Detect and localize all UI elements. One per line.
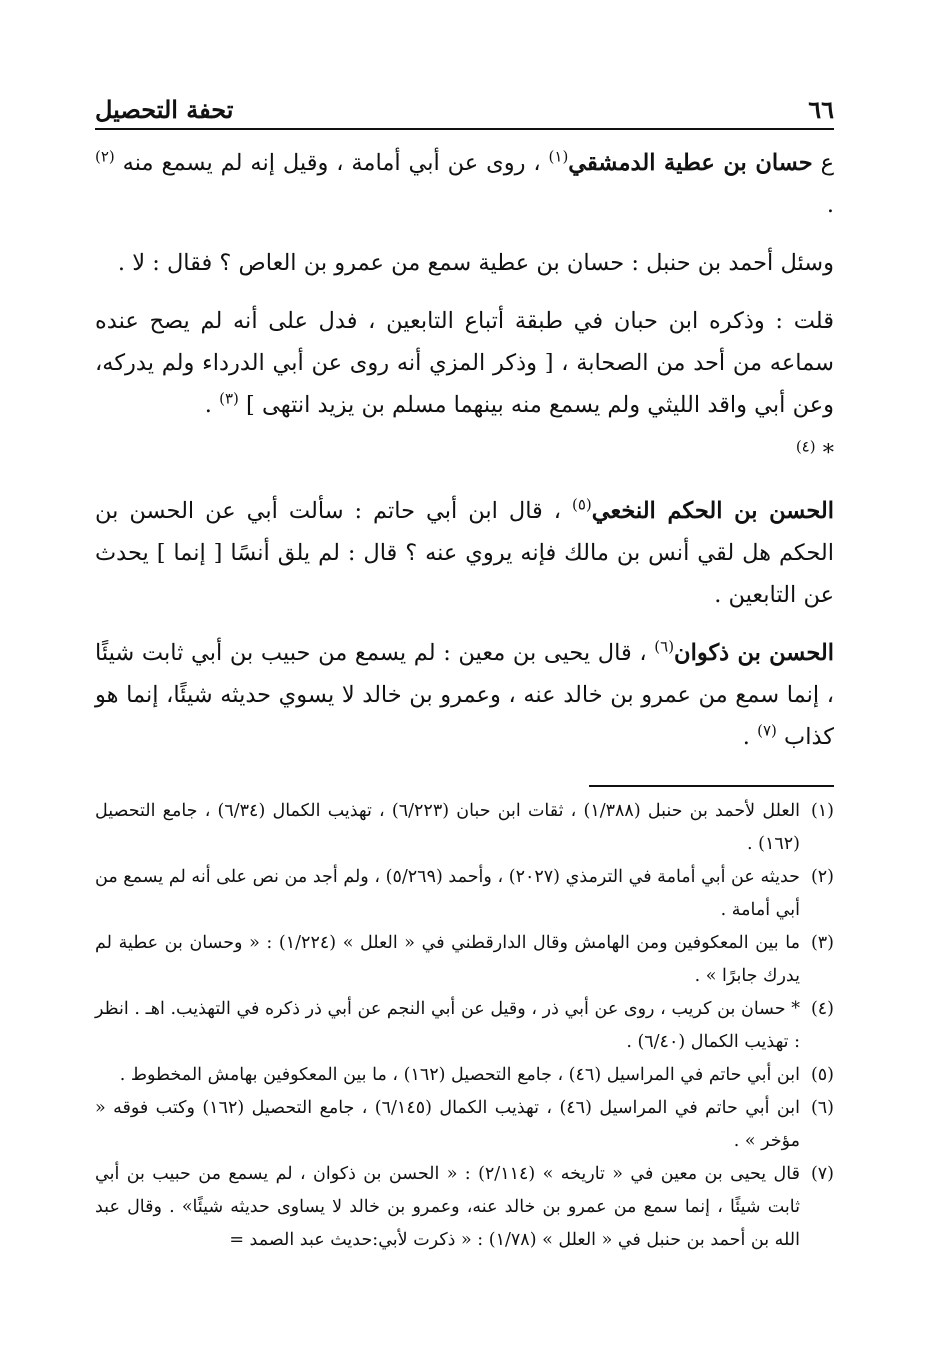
footnote-3: (٣) ما بين المعكوفين ومن الهامش وقال الدارقطني في « العلل » (١/٢٢٤) : « وحسان بن عطية لم يدرك جابرًا » . [95, 933, 834, 986]
header-rule [95, 128, 834, 130]
footnote-4: (٤) * حسان بن كريب ، روى عن أبي ذر ، وقيل عن أبي النجم عن أبي ذر ذكره في التهذيب. اهـ . انظر : تهذيب الكمال (٦/٤٠) . [95, 999, 834, 1052]
narrator-name: حسان بن عطية الدمشقي [568, 150, 813, 176]
footnote-5: (٥) ابن أبي حاتم في المراسيل (٤٦) ، جامع التحصيل (١٦٢) ، ما بين المعكوفين بهامش المخطوط . [119, 1065, 834, 1085]
paragraph-ahmad-question: وسئل أحمد بن حنبل : حسان بن عطية سمع من عمرو بن العاص ؟ فقال : لا . [117, 250, 834, 276]
paragraph-hasan-ibn-hakam: الحسن بن الحكم النخعي$^{(٥)}$ ، قال ابن أبي حاتم : سألت أبي عن الحسن بن الحكم هل لقي أنس بن مالك فإنه يروي عنه ؟ قال : لم يلق أنسًا [ إنما ] يحدث عن التابعين . [95, 495, 834, 608]
paragraph-comment: قلت : وذكره ابن حبان في طبقة أتباع التابعين ، فدل على أنه لم يصح عنده سماعه من أحد من الصحابة ، [ وذكر المزي أنه روى عن أبي الدرداء ولم يدركه، وعن أبي واقد الليثي ولم يسمع منه بينهما مسلم بن يزيد انتهى ] $^{(٣)}$ . [95, 308, 834, 418]
footnote-2: (٢) حديثه عن أبي أمامة في الترمذي (٢٠٢٧) ، وأحمد (٥/٢٦٩) ، ولم أجد من نص على أنه لم يسمع من أبي أمامة . [95, 867, 834, 920]
footnote-ref: (٣) [219, 389, 239, 408]
footnote-ref: (٤) [795, 437, 816, 456]
asterisk-note [95, 432, 834, 474]
footnote-ref: (٦) [654, 637, 675, 656]
book-title: تحفة التحصيل [95, 95, 234, 124]
footnote-7: (٧) قال يحيى بن معين في « تاريخه » (٢/١١٤) : « الحسن بن ذكوان ، لم يسمع من حبيب بن أبي ثابت شيئًا ، إنما سمع من عمرو بن خالد عنه، وعمرو بن خالد لا يساوى حديثه شيئًا» . وقال عبد الله بن أحمد بن حنبل في « العلل » (١/٧٨) : « ذكرت لأبي:حديث عبد الصمد = [95, 1164, 834, 1250]
narrator-name: الحسن بن ذكوان [674, 640, 834, 666]
footnote-1: (١) العلل لأحمد بن حنبل (١/٣٨٨) ، ثقات ابن حبان (٦/٢٢٣) ، تهذيب الكمال (٦/٣٤) ، جامع التحصيل (١٦٢) . [95, 801, 834, 854]
footnote-ref: (٥) [572, 495, 592, 514]
main-text [95, 142, 834, 774]
footnote-separator [589, 785, 834, 787]
paragraph-hassan-ibn-atiyya: ع حسان بن عطية الدمشقي$^{(١)}$ ، روى عن أبي أمامة ، وقيل إنه لم يسمع منه $^{(٢)}$ . [95, 147, 835, 218]
page-header [95, 80, 834, 124]
footnote-6: (٦) ابن أبي حاتم في المراسيل (٤٦) ، تهذيب الكمال (٦/١٤٥) ، جامع التحصيل (١٦٢) وكتب فوقه « مؤخر » . [95, 1098, 834, 1151]
asterisk-icon: * [822, 440, 834, 466]
footnote-ref: (٢) [95, 147, 115, 166]
footnote-ref: (٧) [757, 721, 777, 740]
paragraph-hasan-ibn-dhakwan: الحسن بن ذكوان$^{(٦)}$ ، قال يحيى بن معين : لم يسمع من حبيب بن أبي ثابت شيئًا ، إنما سمع من عمرو بن خالد عنه ، وعمرو بن خالد لا يسوي حديثه شيئًا، إنما هو كذاب $^{(٧)}$ . [95, 637, 834, 750]
footnotes [95, 795, 834, 1257]
page-number: ٦٦ [808, 95, 834, 124]
footnote-ref: (١) [548, 147, 569, 166]
narrator-name: الحسن بن الحكم النخعي [591, 498, 834, 524]
